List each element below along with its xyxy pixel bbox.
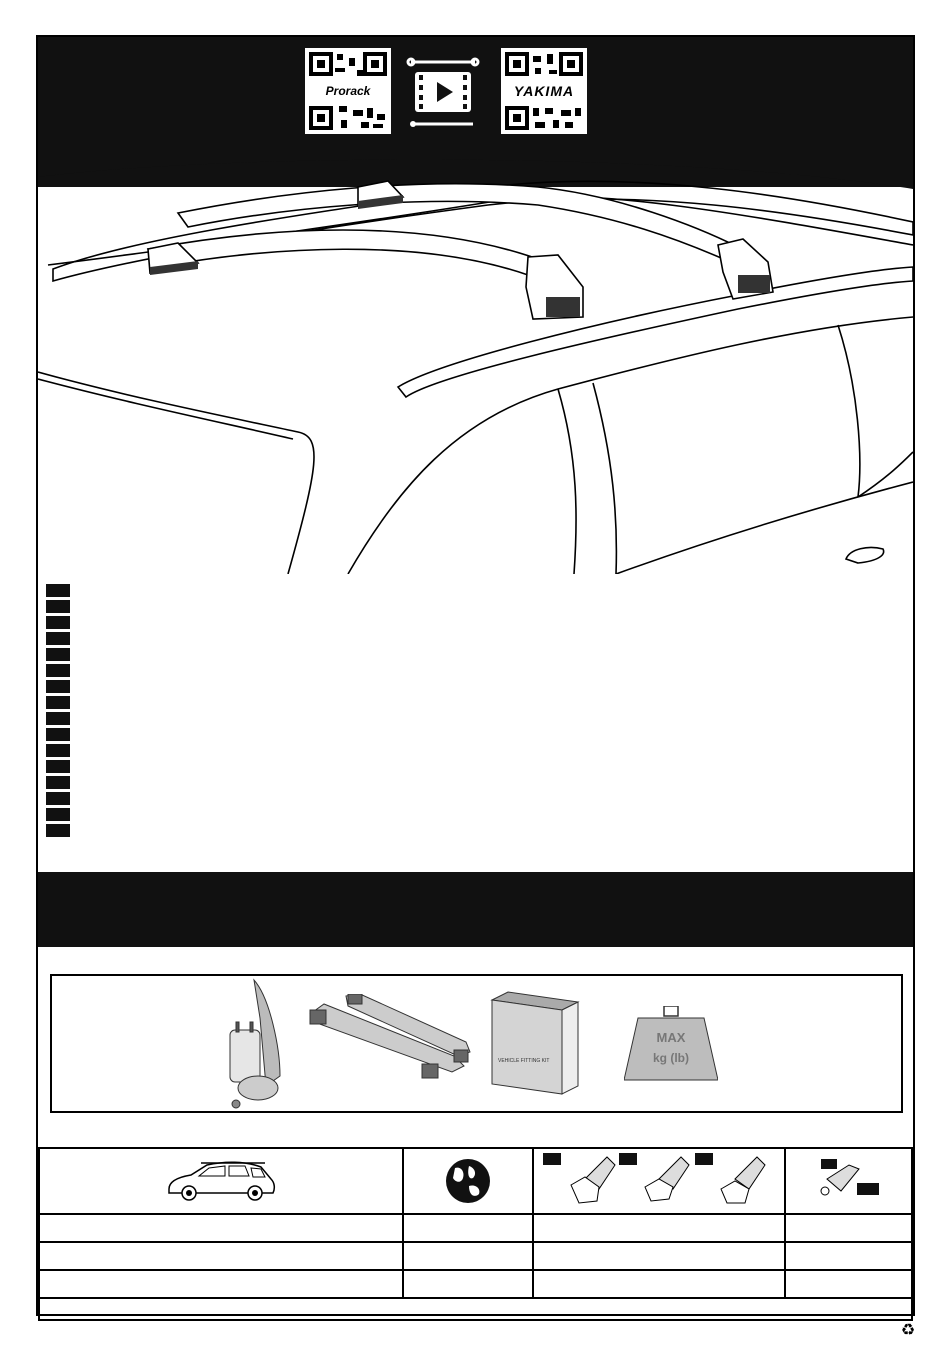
language-badge (46, 760, 70, 773)
yakima-qr-code[interactable] (501, 48, 587, 134)
kit-contents-box (50, 974, 903, 1113)
language-badge (46, 792, 70, 805)
table-row (39, 1270, 912, 1298)
table-cell (39, 1242, 403, 1270)
table-cell (39, 1214, 403, 1242)
instruction-sheet (36, 35, 915, 1316)
table-cell (533, 1214, 785, 1242)
language-badge (46, 776, 70, 789)
prorack-logo: Prorack (305, 84, 391, 98)
car-icon (165, 1159, 277, 1203)
kit-box-label: VEHICLE FITTING KIT (498, 1058, 550, 1064)
language-badge (46, 808, 70, 821)
table-cell (785, 1214, 912, 1242)
table-cell (39, 1270, 403, 1298)
table-row (39, 1214, 912, 1242)
bar-types-icon (541, 1151, 777, 1211)
language-badge (46, 664, 70, 677)
prorack-qr-code[interactable] (305, 48, 391, 134)
roof-bars-icon (304, 994, 474, 1086)
table-footer-row (39, 1298, 912, 1320)
accessory-column-header (785, 1148, 912, 1214)
table-cell (785, 1270, 912, 1298)
language-badge (46, 744, 70, 757)
language-badge (46, 712, 70, 725)
table-cell (533, 1270, 785, 1298)
max-load-weight-icon (624, 1006, 718, 1084)
globe-icon (443, 1156, 493, 1206)
car-roof-rack-illustration (38, 157, 913, 574)
table-cell (785, 1242, 912, 1270)
language-badge (46, 680, 70, 693)
language-badge (46, 728, 70, 741)
vehicle-fit-table (38, 1147, 913, 1321)
table-cell (403, 1242, 533, 1270)
table-header-row (39, 1148, 912, 1214)
language-badge (46, 616, 70, 629)
language-list (46, 584, 72, 840)
language-badge (46, 824, 70, 837)
table-row (39, 1242, 912, 1270)
accessory-icon (813, 1157, 883, 1205)
weight-max-label: MAX (656, 1030, 686, 1045)
section-band (38, 872, 913, 947)
table-cell (403, 1270, 533, 1298)
language-badge (46, 584, 70, 597)
recycle-icon: ♻ (900, 1322, 916, 1339)
weight-unit-label: kg (lb) (653, 1051, 689, 1065)
table-footer-cell (39, 1298, 912, 1320)
language-badge (46, 600, 70, 613)
table-cell (403, 1214, 533, 1242)
table-cell (533, 1242, 785, 1270)
language-badge (46, 648, 70, 661)
luggage-icon (222, 978, 292, 1112)
region-column-header (403, 1148, 533, 1214)
language-badge (46, 696, 70, 709)
fitting-kit-box-icon (488, 990, 580, 1096)
vehicle-column-header (39, 1148, 403, 1214)
yakima-logo: YAKIMA (501, 83, 587, 99)
language-badge (46, 632, 70, 645)
bar-types-column-header (533, 1148, 785, 1214)
video-play-icon[interactable] (405, 48, 481, 134)
